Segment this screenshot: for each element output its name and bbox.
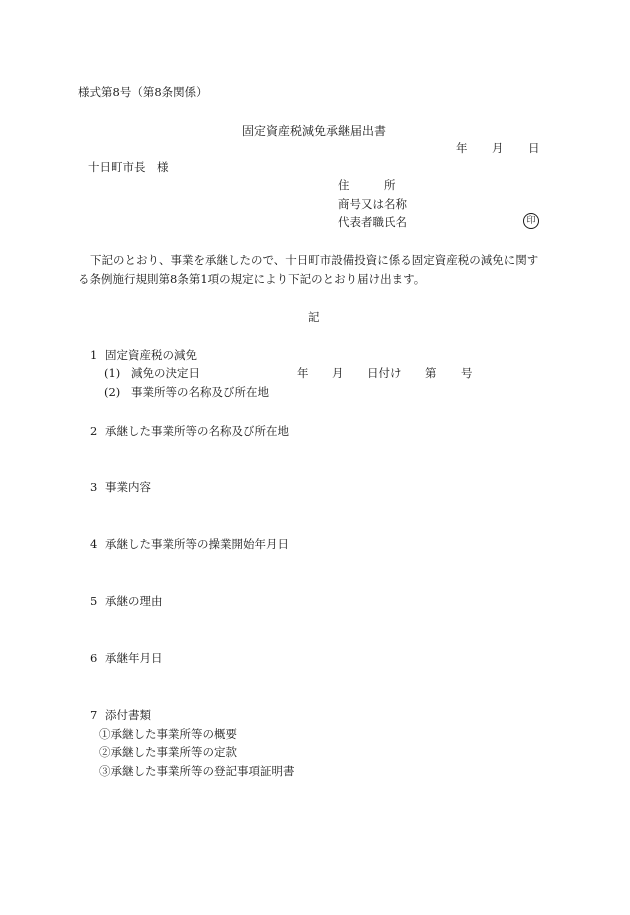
attachment-item-1: ①承継した事業所等の概要	[99, 727, 237, 741]
date-month-label: 月	[492, 141, 504, 155]
attachment-item-3: ③承継した事業所等の登記事項証明書	[99, 764, 295, 778]
decision-year-label: 年	[297, 366, 309, 380]
item-7-number: 7	[90, 708, 98, 722]
item-1-sub-1-label: 減免の決定日	[131, 366, 200, 380]
item-5-number: 5	[90, 594, 98, 608]
seal-icon: 印	[523, 213, 539, 229]
item-6-label: 承継年月日	[105, 651, 163, 665]
decision-date-suffix: 日付け	[367, 366, 402, 380]
item-2-number: 2	[90, 424, 98, 438]
body-text-line-1: 下記のとおり、事業を承継したので、十日町市設備投資に係る固定資産税の減免に関す	[90, 253, 539, 267]
item-1-sub-1-number: (1)	[104, 366, 121, 380]
document-title: 固定資産税減免承継届出書	[242, 124, 387, 138]
item-2-label: 承継した事業所等の名称及び所在地	[105, 424, 289, 438]
item-5-label: 承継の理由	[105, 594, 163, 608]
item-6-number: 6	[90, 651, 98, 665]
applicant-trade-name-label: 商号又は名称	[338, 197, 407, 211]
applicant-address-label: 住 所	[338, 178, 396, 192]
item-3-label: 事業内容	[105, 480, 151, 494]
item-1-number: 1	[90, 348, 98, 362]
addressee: 十日町市長 様	[88, 160, 169, 174]
item-1-sub-2-number: (2)	[104, 385, 121, 399]
item-4-number: 4	[90, 537, 98, 551]
item-3-number: 3	[90, 480, 98, 494]
item-7-label: 添付書類	[105, 708, 151, 722]
form-number: 様式第8号（第8条関係）	[78, 85, 208, 99]
body-text-line-2: る条例施行規則第8条第1項の規定により下記のとおり届け出ます。	[78, 272, 426, 286]
item-1-sub-2-label: 事業所等の名称及び所在地	[131, 385, 269, 399]
date-day-label: 日	[528, 141, 540, 155]
decision-month-label: 月	[332, 366, 344, 380]
decision-dai-label: 第	[425, 366, 437, 380]
attachment-item-2: ②承継した事業所等の定款	[99, 745, 237, 759]
ki-heading: 記	[308, 310, 320, 324]
date-year-label: 年	[456, 141, 468, 155]
item-1-label: 固定資産税の減免	[105, 348, 197, 362]
decision-go-label: 号	[461, 366, 473, 380]
applicant-representative-label: 代表者職氏名	[338, 215, 407, 229]
item-4-label: 承継した事業所等の操業開始年月日	[105, 537, 289, 551]
